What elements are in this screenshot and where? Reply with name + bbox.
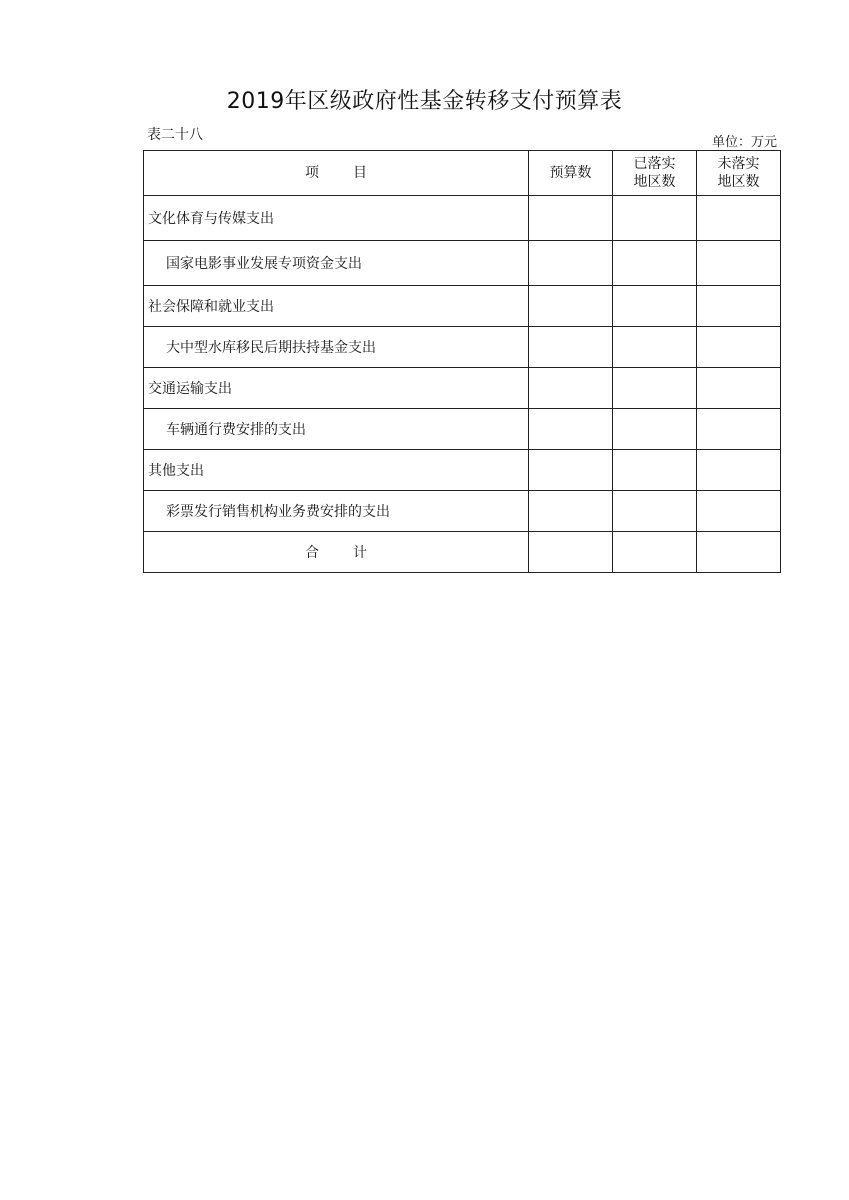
header-unallocated-line2: 地区数 (717, 174, 760, 190)
header-budget: 预算数 (529, 151, 613, 196)
row-unallocated (697, 450, 781, 491)
row-budget (529, 491, 613, 532)
header-item (144, 151, 529, 196)
row-label: 交通运输支出 (144, 368, 529, 409)
row-allocated (613, 196, 697, 241)
row-unallocated (697, 241, 781, 286)
row-label: 国家电影事业发展专项资金支出 (144, 241, 529, 286)
row-budget (529, 286, 613, 327)
row-allocated (613, 241, 697, 286)
row-unallocated (697, 491, 781, 532)
table-row (144, 286, 781, 327)
header-allocated-line1: 已落实 (633, 156, 676, 172)
header-unallocated-line1: 未落实 (717, 156, 760, 172)
row-allocated (613, 327, 697, 368)
row-label: 车辆通行费安排的支出 (144, 409, 529, 450)
row-allocated (613, 368, 697, 409)
table-row (144, 368, 781, 409)
row-label: 其他支出 (144, 450, 529, 491)
page-title: 2019年区级政府性基金转移支付预算表 (226, 89, 623, 114)
table-number-label: 表二十八 (147, 127, 203, 143)
row-label: 彩票发行销售机构业务费安排的支出 (144, 491, 529, 532)
table-row (144, 450, 781, 491)
row-budget (529, 368, 613, 409)
row-budget (529, 409, 613, 450)
row-budget (529, 450, 613, 491)
row-unallocated (697, 327, 781, 368)
total-budget (529, 532, 613, 573)
header-allocated (613, 151, 697, 196)
unit-label: 单位：万元 (711, 135, 777, 150)
budget-table (143, 150, 781, 573)
total-unallocated (697, 532, 781, 573)
row-unallocated (697, 286, 781, 327)
total-label-right: 计 (353, 545, 367, 561)
row-allocated (613, 286, 697, 327)
row-unallocated (697, 196, 781, 241)
table-row (144, 409, 781, 450)
row-label: 文化体育与传媒支出 (144, 196, 529, 241)
header-allocated-line2: 地区数 (633, 174, 676, 190)
table-row (144, 196, 781, 241)
total-label-left: 合 (305, 545, 319, 561)
table-row (144, 241, 781, 286)
row-budget (529, 241, 613, 286)
header-item-left: 项 (305, 165, 319, 181)
total-allocated (613, 532, 697, 573)
row-allocated (613, 450, 697, 491)
header-item-right: 目 (353, 165, 367, 181)
row-budget (529, 196, 613, 241)
total-row (144, 532, 781, 573)
table-row (144, 491, 781, 532)
row-unallocated (697, 368, 781, 409)
row-unallocated (697, 409, 781, 450)
row-label: 社会保障和就业支出 (144, 286, 529, 327)
row-allocated (613, 409, 697, 450)
table-row (144, 327, 781, 368)
row-label: 大中型水库移民后期扶持基金支出 (144, 327, 529, 368)
row-budget (529, 327, 613, 368)
total-label (144, 532, 529, 573)
header-unallocated (697, 151, 781, 196)
header-row (144, 151, 781, 196)
row-allocated (613, 491, 697, 532)
